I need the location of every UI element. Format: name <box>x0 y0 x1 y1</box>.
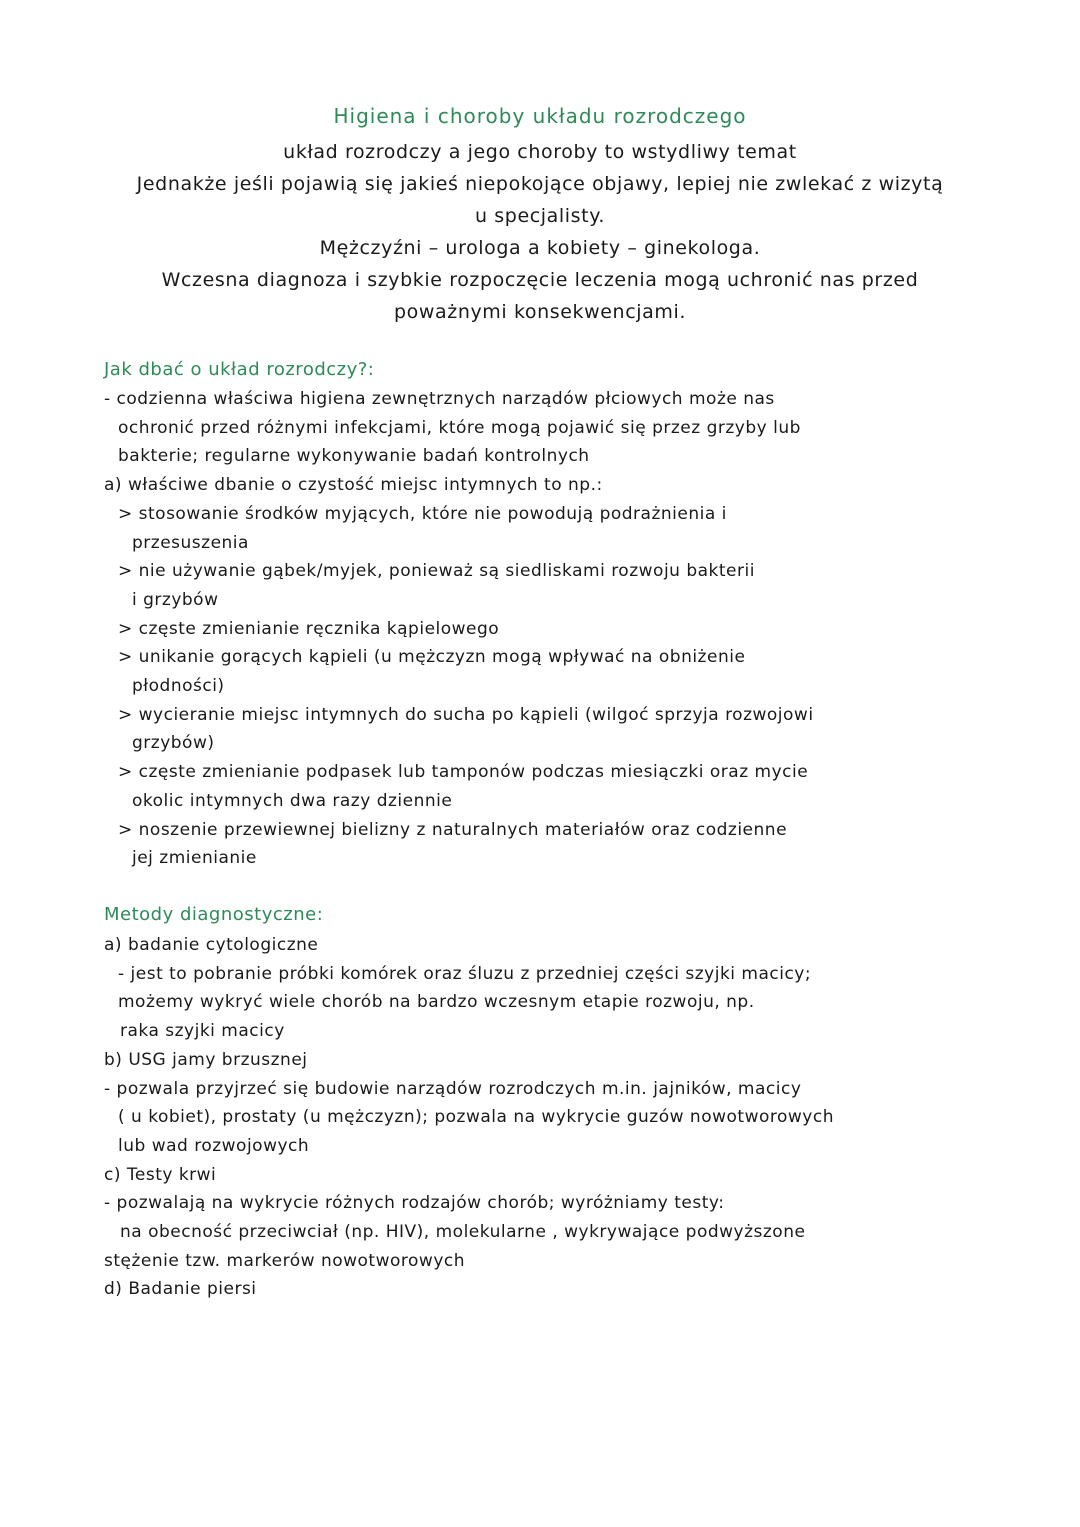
intro-line: poważnymi konsekwencjami. <box>393 301 686 323</box>
diagnostics-line: - pozwala przyjrzeć się budowie narządów rozrodczych m.in. jajników, macicy <box>104 1078 802 1099</box>
intro-line: Jednakże jeśli pojawią się jakieś niepokojące objawy, lepiej nie zwlekać z wizytą <box>136 173 944 195</box>
care-line: > częste zmienianie podpasek lub tamponów podczas miesiączki oraz mycie <box>118 762 809 783</box>
care-heading: Jak dbać o układ rozrodczy?: <box>104 359 375 380</box>
care-line: > unikanie gorących kąpieli (u mężczyzn mogą wpływać na obniżenie <box>118 647 746 668</box>
care-line: bakterie; regularne wykonywanie badań kontrolnych <box>118 446 590 467</box>
care-line: płodności) <box>132 676 225 697</box>
care-line: grzybów) <box>132 733 215 754</box>
care-line: okolic intymnych dwa razy dziennie <box>132 790 453 811</box>
diagnostics-line: stężenie tzw. markerów nowotworowych <box>104 1250 466 1271</box>
diagnostics-heading: Metody diagnostyczne: <box>104 904 324 925</box>
care-line: > noszenie przewiewnej bielizny z naturalnych materiałów oraz codzienne <box>118 819 788 840</box>
care-line: przesuszenia <box>132 532 249 553</box>
care-line: > stosowanie środków myjących, które nie powodują podrażnienia i <box>118 503 727 524</box>
diagnostics-line: ( u kobiet), prostaty (u mężczyzn); pozwala na wykrycie guzów nowotworowych <box>118 1107 834 1128</box>
intro-line: Mężczyźni – urologa a kobiety – ginekologa. <box>319 237 761 259</box>
diagnostics-line: - jest to pobranie próbki komórek oraz śluzu z przedniej części szyjki macicy; <box>118 963 812 984</box>
diagnostics-line: b) USG jamy brzusznej <box>104 1049 308 1070</box>
diagnostics-line: raka szyjki macicy <box>120 1021 285 1042</box>
care-line: > nie używanie gąbek/myjek, ponieważ są siedliskami rozwoju bakterii <box>118 561 755 582</box>
intro-line: Wczesna diagnoza i szybkie rozpoczęcie leczenia mogą uchronić nas przed <box>161 269 919 291</box>
care-line: a) właściwe dbanie o czystość miejsc intymnych to np.: <box>104 475 603 496</box>
care-line: jej zmienianie <box>132 848 257 869</box>
diagnostics-line: - pozwalają na wykrycie różnych rodzajów chorób; wyróżniamy testy: <box>104 1193 725 1214</box>
diagnostics-list <box>104 931 834 1304</box>
diagnostics-line: a) badanie cytologiczne <box>104 935 319 955</box>
care-line: > wycieranie miejsc intymnych do sucha po kąpieli (wilgoć sprzyja rozwojowi <box>118 704 814 725</box>
intro-line: układ rozrodczy a jego choroby to wstydliwy temat <box>283 141 797 163</box>
intro-paragraph <box>0 136 1080 328</box>
diagnostics-line: d) Badanie piersi <box>104 1279 257 1300</box>
diagnostics-line: lub wad rozwojowych <box>118 1135 310 1156</box>
care-line: ochronić przed różnymi infekcjami, które mogą pojawić się przez grzyby lub <box>118 417 801 438</box>
intro-line: u specjalisty. <box>475 205 605 227</box>
diagnostics-line: c) Testy krwi <box>104 1164 217 1185</box>
care-list <box>104 385 814 873</box>
diagnostics-line: na obecność przeciwciał (np. HIV), molekularne , wykrywające podwyższone <box>120 1222 806 1243</box>
page-title: Higiena i choroby układu rozrodczego <box>333 104 747 128</box>
care-line: > częste zmienianie ręcznika kąpielowego <box>118 618 500 639</box>
care-line: - codzienna właściwa higiena zewnętrznych narządów płciowych może nas <box>104 389 775 409</box>
diagnostics-line: możemy wykryć wiele chorób na bardzo wczesnym etapie rozwoju, np. <box>118 992 755 1013</box>
care-line: i grzybów <box>132 589 219 610</box>
